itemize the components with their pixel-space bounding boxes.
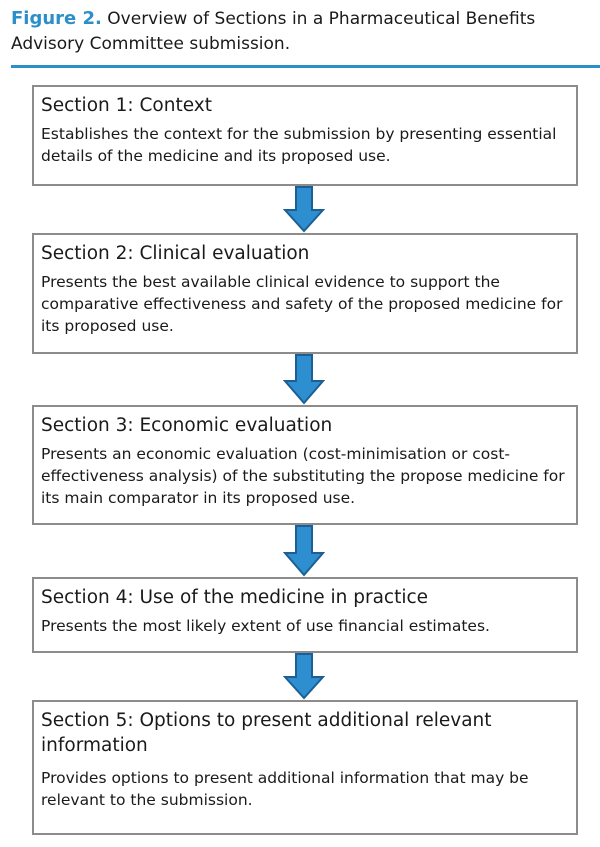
section-1-description: Establishes the context for the submission by presenting essential details of the medicine and its proposed use. (41, 125, 557, 165)
section-1-title: Section 1: Context (41, 95, 212, 116)
arrow-down-icon (283, 354, 325, 405)
section-5-description: Provides options to present additional information that may be relevant to the submission. (41, 769, 529, 809)
section-5-box (32, 700, 578, 835)
section-3-box (32, 405, 578, 525)
caption-divider (11, 65, 600, 68)
section-1-box (32, 85, 578, 186)
figure-caption-text: Overview of Sections in a Pharmaceutical Benefits Advisory Committee submission. (11, 9, 536, 54)
section-3-description: Presents an economic evaluation (cost-minimisation or cost-effectiveness analysis) of the substituting the propose medicine for its main comparator in its proposed use. (41, 445, 565, 507)
section-2-box (32, 233, 578, 354)
section-5-title: Section 5: Options to present additional relevant information (41, 710, 492, 756)
arrow-down-icon (283, 186, 325, 233)
section-4-box (32, 577, 578, 653)
section-2-description: Presents the best available clinical evidence to support the comparative effectiveness and safety of the proposed medicine for its proposed use. (41, 273, 563, 335)
section-2-title: Section 2: Clinical evaluation (41, 243, 310, 264)
arrow-down-icon (283, 653, 325, 700)
figure-label: Figure 2. (11, 8, 102, 29)
section-4-description: Presents the most likely extent of use financial estimates. (41, 617, 490, 635)
section-4-title: Section 4: Use of the medicine in practice (41, 587, 429, 608)
section-3-title: Section 3: Economic evaluation (41, 415, 333, 436)
arrow-down-icon (283, 525, 325, 577)
figure-caption (11, 6, 591, 57)
